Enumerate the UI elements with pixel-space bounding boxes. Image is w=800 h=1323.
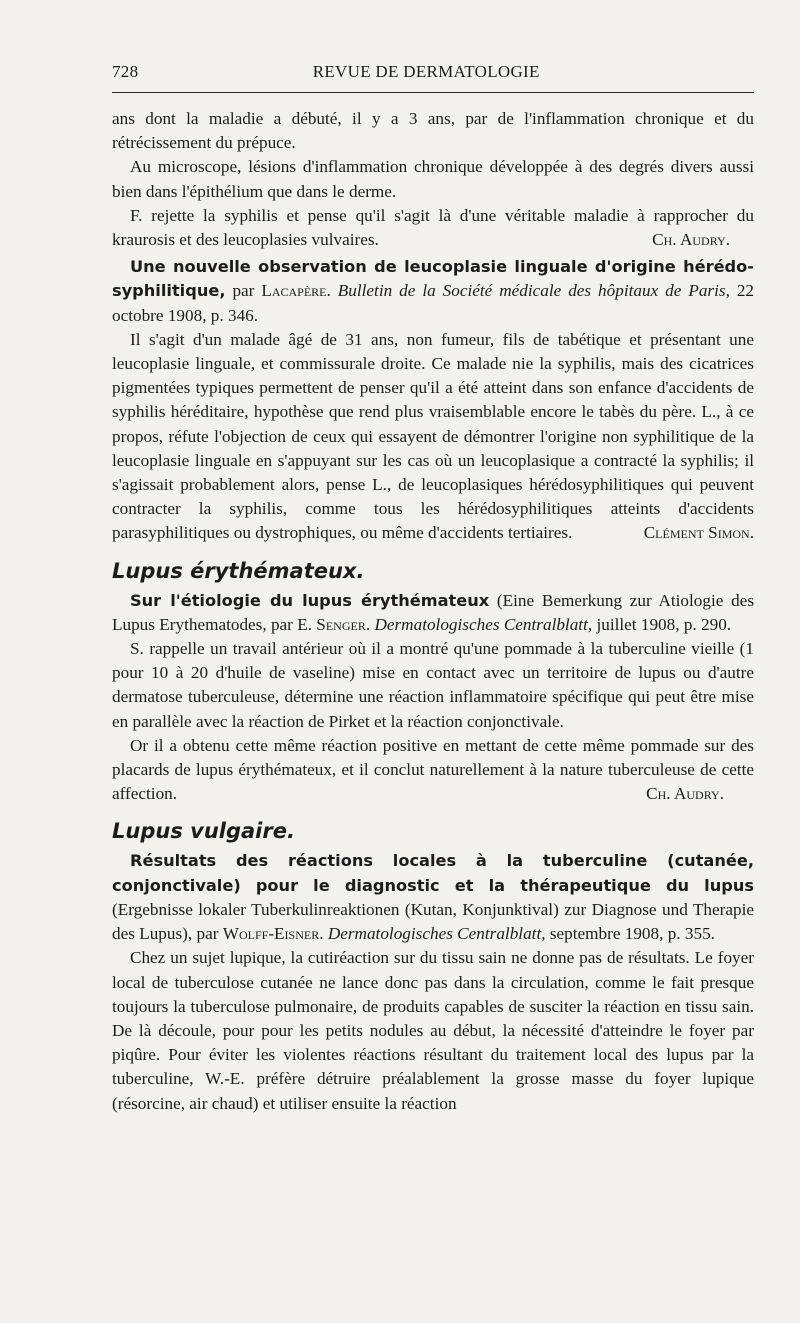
journal-title: REVUE DE DERMATOLOGIE (312, 62, 540, 81)
page-number: 728 (112, 62, 139, 81)
paragraph-text: Or il a obtenu cette même réaction positive en mettant de cette même pommade sur des placards de lupus érythémateux, et il conclut naturellement à la nature tuberculeuse de cette affection. (112, 735, 754, 804)
page-body (112, 107, 754, 1116)
article-journal: Bulletin de la Société médicale des hôpitaux de Paris, (337, 281, 730, 301)
article-title: Résultats des réactions locales à la tuberculine (cutanée, conjonctivale) pour le diagnostic et la thérapeutique du lupus (112, 851, 754, 895)
article-date: 22 octobre 1908, p. 346. (112, 281, 755, 325)
article-date: septembre 1908, p. 355. (549, 924, 715, 944)
section-heading: Lupus vulgaire. (112, 819, 295, 844)
page (112, 62, 754, 1116)
article-heading (112, 589, 754, 637)
article-heading (112, 255, 754, 328)
article-journal: Dermatologisches Centralblatt, (374, 614, 593, 634)
article-title: Une nouvelle observation de leucoplasie linguale d'origine hérédo-syphilitique, (112, 257, 754, 301)
paragraph (112, 204, 754, 252)
paragraph: ans dont la maladie a débuté, il y a 3 ans, par de l'inflammation chronique et du rétrécissement du prépuce. (112, 109, 754, 153)
signature: Ch. Audry. (646, 784, 724, 804)
article-author: Senger. (316, 614, 371, 634)
paragraph: Chez un sujet lupique, la cutiréaction sur du tissu sain ne donne pas de résultats. Le foyer local de tuberculose cutanée ne lance donc pas dans la circulation, comme le fait presque toujours la tuberculose pulmonaire, de produits capables de susciter la réaction en tissu sain. De là découle, pour pour les petits nodules au début, la nécessité d'atteindre le foyer par piqûre. Pour éviter les violentes réactions résultant du traitement local des lupus par la tuberculine, W.-E. préfère détruire préalablement la grosse masse du foyer lupique (résorcine, air chaud) et utiliser ensuite la réaction (112, 948, 754, 1113)
signature: Ch. Audry. (652, 230, 730, 250)
article-date: juillet 1908, p. 290. (596, 614, 732, 634)
paragraph: Au microscope, lésions d'inflammation chronique développée à des degrés divers aussi bien dans l'épithélium que dans le derme. (112, 157, 754, 201)
article-heading (112, 849, 754, 946)
paragraph (112, 734, 754, 807)
article-reference: (Ergebnisse lokaler Tuberkulinreaktionen (Kutan, Konjunktival) zur Diagnose und Therapie des Lupus), par (112, 899, 754, 944)
section-heading: Lupus érythémateux. (112, 558, 365, 583)
paragraph-text: F. rejette la syphilis et pense qu'il s'agit là d'une véritable maladie à rapprocher du kraurosis et des leucoplasies vulvaires. (112, 205, 754, 250)
running-header (112, 62, 754, 93)
paragraph (112, 328, 754, 546)
article-journal: Dermatologisches Centralblatt, (327, 924, 546, 944)
article-author: Wolff-Eisner. (222, 924, 324, 944)
article-title: Sur l'étiologie du lupus érythémateux (130, 590, 490, 610)
paragraph: S. rappelle un travail antérieur où il a montré qu'une pommade à la tuberculine vieille (1 pour 10 à 20 d'huile de vaseline) mise en contact avec un territoire de lupus ou d'autre dermatose tuberculeuse, détermine une réaction inflammatoire spécifique qui peut être mise en parallèle avec la réaction de Pirket et la réaction conjonctivale. (112, 639, 754, 731)
article-author: Lacapère. (261, 281, 331, 301)
signature: Clément Simon. (643, 523, 754, 543)
paragraph-text: Il s'agit d'un malade âgé de 31 ans, non fumeur, fils de tabétique et présentant une leucoplasie linguale, et commissurale droite. Ce malade nie la syphilis, mais des cicatrices pigmentées typiques permettent de penser qu'il a été atteint dans son enfance d'accidents de syphilis héréditaire, hypothèse que rend plus vraisemblable encore le tabès du père. L., à ce propos, réfute l'objection de ceux qui essayent de démontrer l'origine non syphilitique de la leucoplasie linguale en s'appuyant sur les cas où un leucoplasique a contracté la syphilis; il s'agissait probablement alors, pense L., de leucoplasiques hérédosyphilitiques qui peuvent contracter la syphilis, comme tous les hérédosyphilitiques atteints d'accidents parasyphilitiques ou dystrophiques, ou même d'accidents tertiaires. (112, 329, 754, 543)
article-by: par (232, 281, 255, 301)
article-reference: (Eine Bemerkung zur Atiologie des Lupus Erythematodes, par E. (112, 590, 755, 634)
